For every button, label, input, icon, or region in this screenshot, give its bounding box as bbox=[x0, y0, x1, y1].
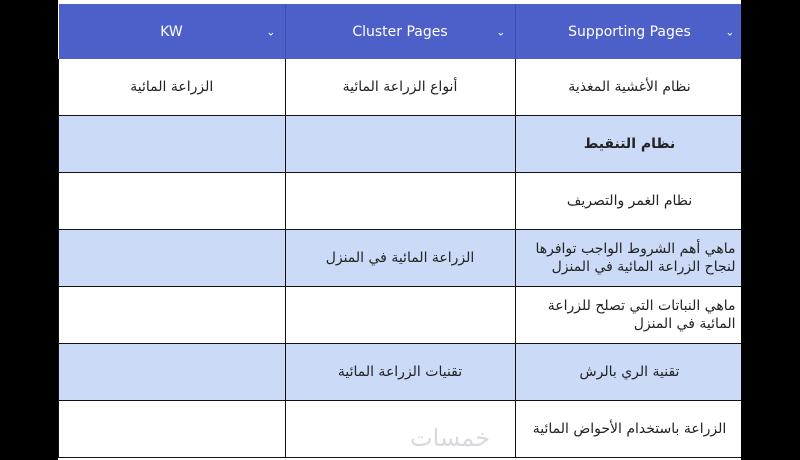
supporting-cell[interactable]: ماهي النباتات التي تصلح للزراعة المائية في المنزل bbox=[515, 287, 741, 344]
supporting-cell[interactable]: الزراعة باستخدام الأحواض المائية bbox=[515, 401, 741, 458]
column-header-cluster-pages[interactable] bbox=[285, 4, 515, 59]
column-header-supporting-pages[interactable] bbox=[515, 4, 741, 59]
table-row bbox=[59, 287, 742, 344]
table-row bbox=[59, 230, 742, 287]
table-row bbox=[59, 344, 742, 401]
spreadsheet bbox=[58, 0, 741, 460]
column-header-label: Supporting Pages bbox=[568, 23, 691, 40]
kw-cell[interactable] bbox=[59, 344, 286, 401]
chevron-down-icon[interactable]: ⌄ bbox=[266, 25, 276, 38]
cluster-cell[interactable]: الزراعة المائية في المنزل bbox=[285, 230, 515, 287]
table-row bbox=[59, 59, 742, 116]
supporting-cell[interactable]: نظام الأغشية المغذية bbox=[515, 59, 741, 116]
column-header-label: KW bbox=[160, 23, 183, 40]
table-row bbox=[59, 116, 742, 173]
supporting-cell[interactable]: تقنية الري بالرش bbox=[515, 344, 741, 401]
supporting-cell[interactable]: نظام التنقيط bbox=[515, 116, 741, 173]
cluster-cell[interactable]: تقنيات الزراعة المائية bbox=[285, 344, 515, 401]
cluster-cell[interactable]: أنواع الزراعة المائية bbox=[285, 59, 515, 116]
column-header-label: Cluster Pages bbox=[352, 23, 448, 40]
supporting-cell[interactable]: ماهي أهم الشروط الواجب توافرها لنجاح الزراعة المائية في المنزل bbox=[515, 230, 741, 287]
kw-cell[interactable] bbox=[59, 116, 286, 173]
cluster-cell[interactable] bbox=[285, 116, 515, 173]
kw-cell[interactable]: الزراعة المائية bbox=[59, 59, 286, 116]
watermark: خمسات bbox=[410, 424, 491, 452]
table-row bbox=[59, 173, 742, 230]
kw-cell[interactable] bbox=[59, 287, 286, 344]
chevron-down-icon[interactable]: ⌄ bbox=[496, 25, 506, 38]
chevron-down-icon[interactable]: ⌄ bbox=[725, 25, 735, 38]
table-row bbox=[59, 401, 742, 458]
kw-cell[interactable] bbox=[59, 173, 286, 230]
cluster-cell[interactable] bbox=[285, 287, 515, 344]
supporting-cell[interactable]: نظام الغمر والتصريف bbox=[515, 173, 741, 230]
kw-cell[interactable] bbox=[59, 401, 286, 458]
column-header-kw[interactable] bbox=[59, 4, 286, 59]
kw-cell[interactable] bbox=[59, 230, 286, 287]
keyword-cluster-table bbox=[58, 4, 741, 458]
header-row bbox=[59, 4, 742, 59]
cluster-cell[interactable] bbox=[285, 173, 515, 230]
